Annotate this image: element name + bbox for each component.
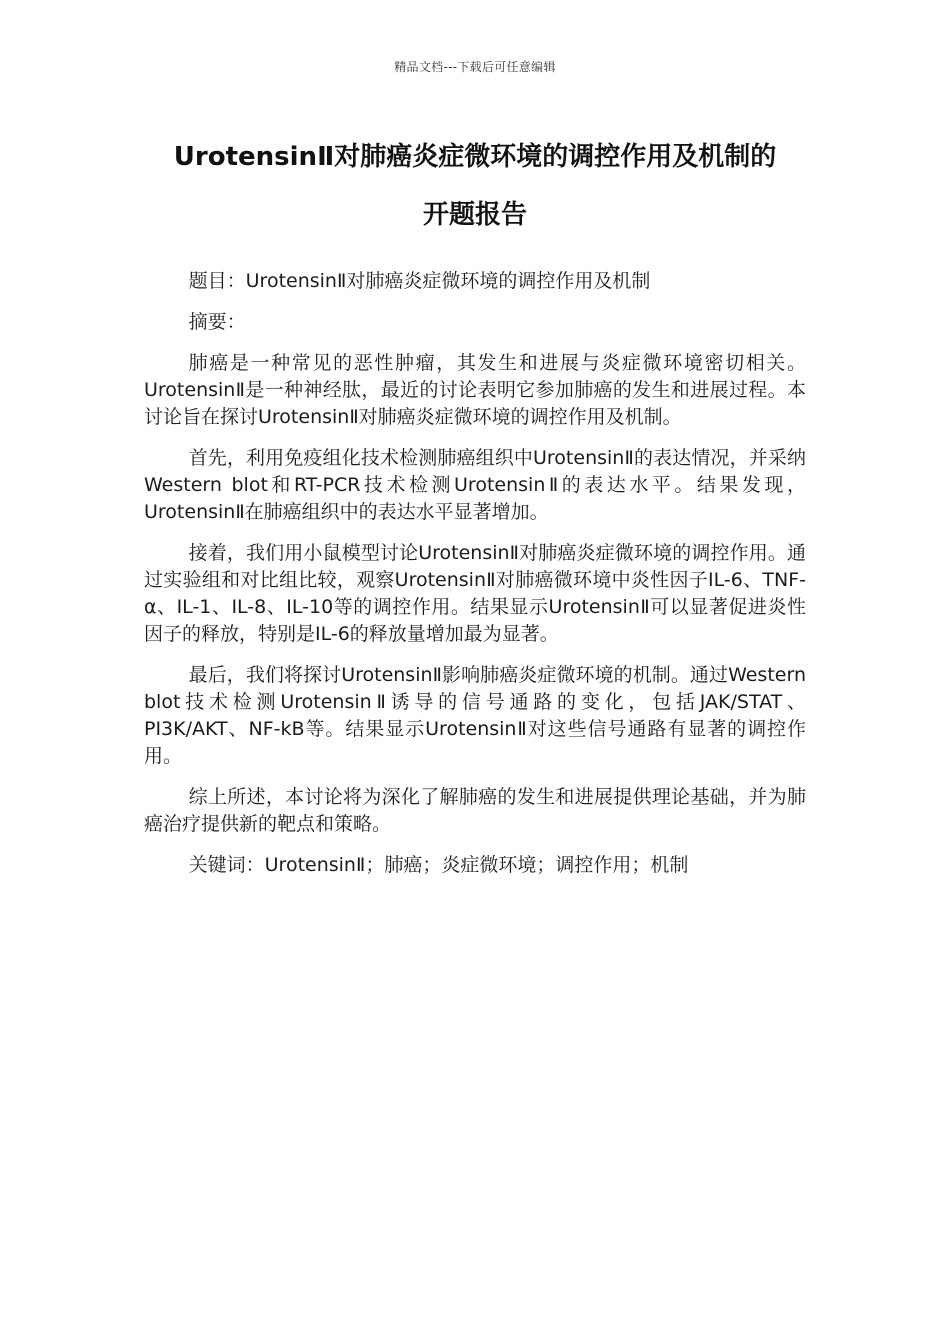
- abstract-label: 摘要：: [188, 311, 246, 333]
- title-line-1: UrotensinⅡ对肺癌炎症微环境的调控作用及机制的: [173, 142, 777, 172]
- header-note: 精品文档---下载后可任意编辑: [394, 60, 556, 74]
- paragraph-mouse-model: 接着，我们用小鼠模型讨论UrotensinⅡ对肺癌炎症微环境的调控作用。通过实验组和对比组比较，观察UrotensinⅡ对肺癌微环境中炎性因子IL-6、TNF-α、IL-1、IL-8、IL-10等的调控作用。结果显示UrotensinⅡ可以显著促进炎性因子的释放，特别是IL-6的释放量增加最为显著。: [144, 542, 806, 645]
- paragraph-summary: 综上所述，本讨论将为深化了解肺癌的发生和进展提供理论基础，并为肺癌治疗提供新的靶点和策略。: [144, 786, 806, 835]
- document-title: [120, 128, 830, 244]
- paragraph-mechanism: 最后，我们将探讨UrotensinⅡ影响肺癌炎症微环境的机制。通过Western blot技术检测UrotensinⅡ诱导的信号通路的变化，包括JAK/STAT、PI3K/AKT、NF-kB等。结果显示UrotensinⅡ对这些信号通路有显著的调控作用。: [144, 664, 806, 767]
- subject-line: 题目：UrotensinⅡ对肺癌炎症微环境的调控作用及机制: [188, 270, 651, 292]
- keywords-line: 关键词：UrotensinⅡ；肺癌；炎症微环境；调控作用；机制: [188, 854, 689, 876]
- paragraph-background: 肺癌是一种常见的恶性肿瘤，其发生和进展与炎症微环境密切相关。UrotensinⅡ是一种神经肽，最近的讨论表明它参加肺癌的发生和进展过程。本讨论旨在探讨UrotensinⅡ对肺癌炎症微环境的调控作用及机制。: [144, 352, 806, 428]
- title-line-2: 开题报告: [422, 200, 527, 230]
- document-body: [144, 268, 806, 893]
- paragraph-expression: 首先，利用免疫组化技术检测肺癌组织中UrotensinⅡ的表达情况，并采纳Western blot和RT-PCR技术检测UrotensinⅡ的表达水平。结果发现，UrotensinⅡ在肺癌组织中的表达水平显著增加。: [144, 447, 806, 523]
